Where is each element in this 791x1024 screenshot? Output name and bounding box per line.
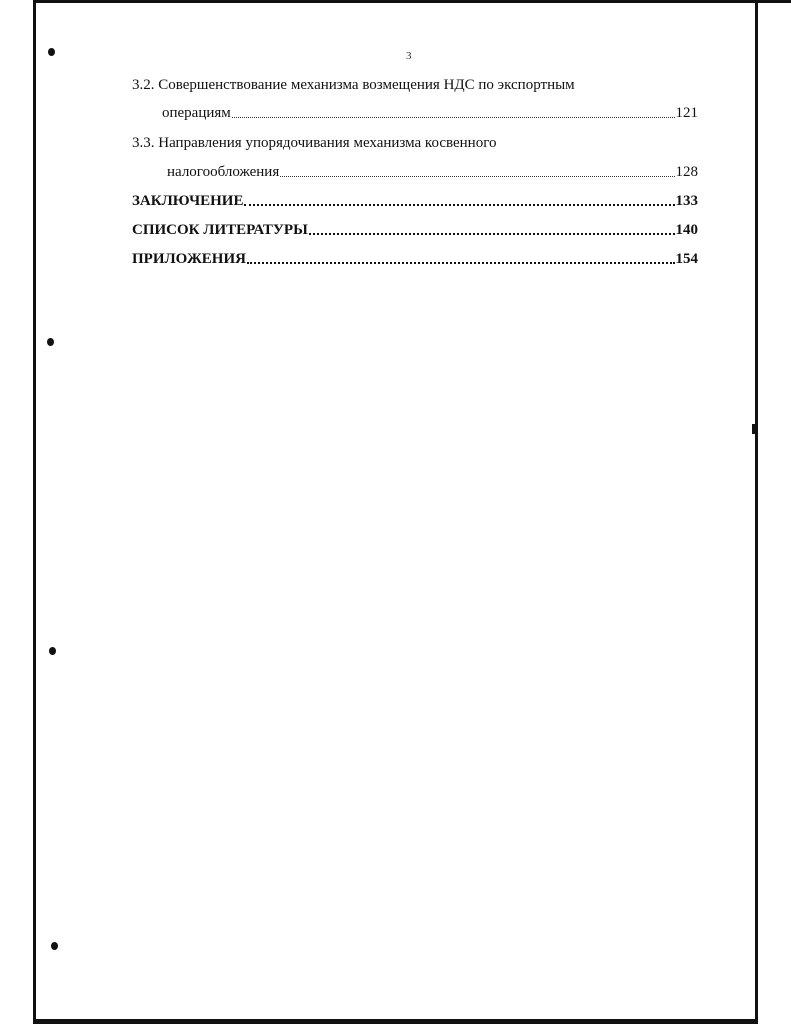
scan-border-top — [33, 0, 791, 3]
punch-hole-mark — [51, 942, 58, 950]
toc-item-3-2-page: 121 — [675, 105, 698, 121]
dot-leader — [309, 233, 675, 235]
scan-border-bottom — [33, 1019, 758, 1024]
toc-references-page: 140 — [675, 222, 698, 238]
toc-item-3-2-line1: 3.2. Совершенствование механизма возмещения НДС по экспортным — [132, 77, 575, 93]
toc-item-3-3-page: 128 — [675, 164, 698, 180]
toc-conclusion-page: 133 — [675, 193, 698, 209]
toc-references-label: СПИСОК ЛИТЕРАТУРЫ — [132, 222, 308, 238]
page-number: 3 — [406, 50, 412, 62]
toc-references — [132, 221, 698, 239]
toc-item-3-2-line2: операциям — [162, 105, 231, 121]
punch-hole-mark — [47, 338, 54, 346]
toc-item-3-3-title — [132, 134, 698, 152]
dot-leader — [247, 262, 675, 264]
scan-border-left — [33, 0, 36, 1024]
scan-border-right — [755, 0, 758, 1024]
toc-appendices-label: ПРИЛОЖЕНИЯ — [132, 251, 246, 267]
toc-conclusion — [132, 192, 698, 210]
dot-leader — [232, 117, 675, 118]
toc-appendices-page: 154 — [675, 251, 698, 267]
toc-item-3-3-line2: налогообложения — [167, 164, 280, 180]
punch-hole-mark — [49, 647, 56, 655]
scan-artifact — [752, 424, 758, 434]
toc-conclusion-label: ЗАКЛЮЧЕНИЕ — [132, 193, 244, 209]
toc-item-3-3-line1: 3.3. Направления упорядочивания механизма косвенного — [132, 135, 497, 151]
punch-hole-mark — [48, 48, 55, 56]
dot-leader — [280, 176, 674, 177]
toc-item-3-3 — [167, 163, 698, 181]
toc-appendices — [132, 250, 698, 268]
toc-item-3-2 — [162, 104, 698, 122]
dot-leader — [244, 204, 674, 206]
toc-item-3-2-title — [132, 76, 698, 94]
